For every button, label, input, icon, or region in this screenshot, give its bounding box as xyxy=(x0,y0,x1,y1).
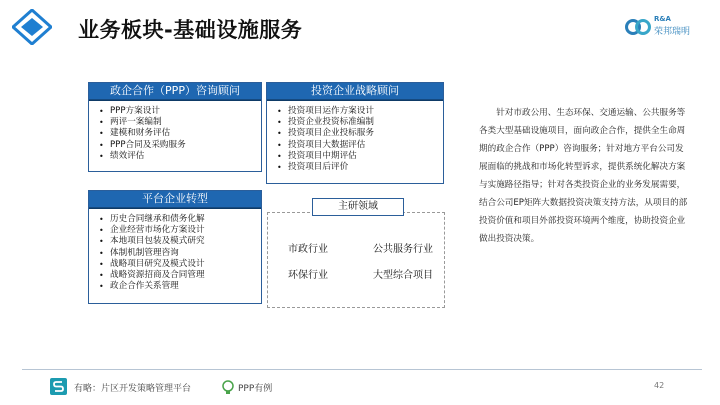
list-item: • 本地项目包装及模式研究 xyxy=(99,236,261,247)
field-municipal: 市政行业 xyxy=(288,244,328,255)
list-item: • 战略项目研究及模式设计 xyxy=(99,259,261,270)
list-item: • 历史合同继承和债务化解 xyxy=(99,214,261,225)
list-item: • 政企合作关系管理 xyxy=(99,281,261,292)
field-large-projects: 大型综合项目 xyxy=(373,270,433,281)
platform-transformation-box xyxy=(88,190,262,304)
footer-ppp-text: PPP有例 xyxy=(238,384,273,394)
logo-small-text: R&A xyxy=(654,15,671,23)
footer-divider xyxy=(22,369,702,370)
ppp-consulting-list xyxy=(89,106,261,162)
research-fields-label: 主研领域 xyxy=(312,198,404,216)
investment-strategy-box xyxy=(266,82,444,184)
list-item: • 投资项目后评价 xyxy=(277,162,443,173)
list-item: • 投资项目企业投标服务 xyxy=(277,128,443,139)
investment-strategy-list xyxy=(267,106,443,173)
service-description: 针对市政公用、生态环保、交通运输、公共服务等各类大型基础设施项目，面向政企合作，提供全生命周期的政企合作（PPP）咨询服务；针对地方平台公司发展面临的挑战和市场化转型诉求，提供系统化解决方案与实施路径指导；针对各类投资企业的业务发展需要，结合公司EP矩阵大数据投资决策支持方法，从项目的部投资价值和项目外部投资环境两个维度，协助投资企业做出投资决策。 xyxy=(479,108,688,244)
platform-transformation-list xyxy=(89,214,261,292)
platform-transformation-header: 平台企业转型 xyxy=(89,191,261,208)
list-item: • 绩效评估 xyxy=(99,151,261,162)
page-title: 业务板块-基础设施服务 xyxy=(78,18,303,42)
research-fields-panel xyxy=(267,212,445,308)
list-item: • 体制机制管理咨询 xyxy=(99,248,261,259)
s-logo-icon xyxy=(50,378,67,395)
list-item: • PPP合同及采购服务 xyxy=(99,140,261,151)
field-environmental: 环保行业 xyxy=(288,270,328,281)
list-item: • 建模和财务评估 xyxy=(99,128,261,139)
ppp-consulting-header: 政企合作（PPP）咨询顾问 xyxy=(89,83,261,100)
diamond-logo-icon xyxy=(12,9,52,45)
list-item: • 两评一案编制 xyxy=(99,117,261,128)
list-item: • 企业经营市场化方案设计 xyxy=(99,225,261,236)
list-item: • 投资项目运作方案设计 xyxy=(277,106,443,117)
ppp-consulting-box xyxy=(88,82,262,172)
list-item: • PPP方案设计 xyxy=(99,106,261,117)
list-item: • 战略资源招商及合同管理 xyxy=(99,270,261,281)
list-item: • 投资企业投资标准编制 xyxy=(277,117,443,128)
page-number: 42 xyxy=(654,381,665,390)
company-logo xyxy=(624,14,710,40)
list-item: • 投资项目中期评估 xyxy=(277,151,443,162)
logo-mark-icon xyxy=(624,17,652,37)
field-public-services: 公共服务行业 xyxy=(373,244,433,255)
list-item: • 投资项目大数据评估 xyxy=(277,140,443,151)
investment-strategy-header: 投资企业战略顾问 xyxy=(267,83,443,100)
ppp-badge-icon xyxy=(222,380,234,394)
footer-platform-text: 有略：片区开发策略管理平台 xyxy=(74,384,192,394)
logo-text: 荣邦瑞明 xyxy=(654,27,691,37)
